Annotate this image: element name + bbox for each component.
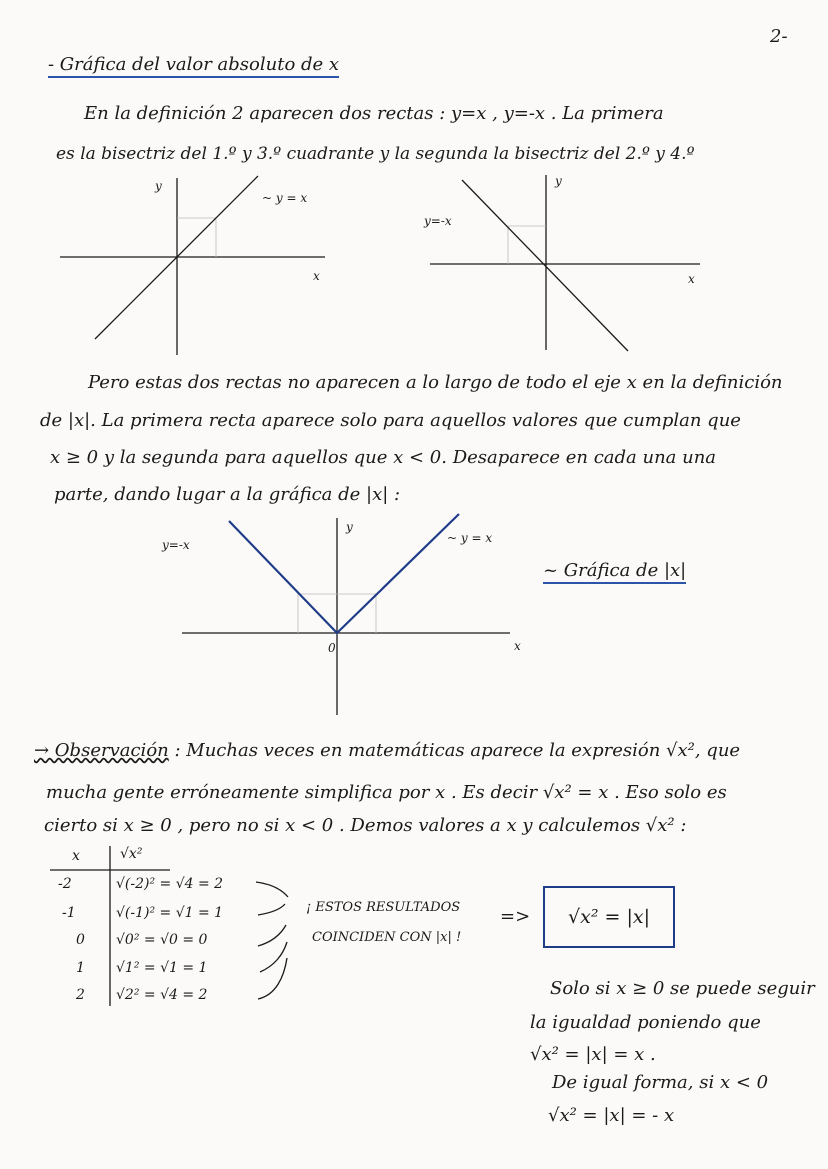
graph3-caption-text: ~ Gráfica de |x| — [543, 560, 686, 584]
table-row-4-x: 1 — [76, 960, 85, 976]
graph1-line-label: ~ y = x — [262, 191, 308, 205]
section-heading-text: - Gráfica del valor absoluto de x — [48, 54, 339, 78]
conclusion-line-1: Solo si x ≥ 0 se puede seguir — [550, 978, 815, 999]
result-note-line-1: ¡ ESTOS RESULTADOS — [306, 900, 461, 915]
paragraph2-line-4: parte, dando lugar a la gráfica de |x| : — [54, 484, 401, 505]
observation-line-2: mucha gente erróneamente simplifica por x . Es decir √x² = x . Eso solo es — [46, 782, 727, 803]
table-row-2-calc: √(-1)² = √1 = 1 — [116, 905, 224, 921]
paragraph2-line-2: de |x|. La primera recta aparece solo para aquellos valores que cumplan que — [40, 410, 741, 431]
table-row-2-x: -1 — [62, 905, 76, 921]
table-row-3-x: 0 — [76, 932, 85, 948]
graph2-y-label: y — [555, 174, 562, 188]
table-row-5-x: 2 — [76, 987, 85, 1003]
arrow-row-4 — [260, 942, 287, 972]
graph2-line-label: y=-x — [424, 214, 452, 228]
graph-y-equals-x — [60, 176, 325, 355]
paragraph2-line-1: Pero estas dos rectas no aparecen a lo largo de todo el eje x en la definición — [88, 372, 783, 393]
table-row-1-x: -2 — [58, 876, 72, 892]
page-number: 2- — [770, 26, 788, 47]
boxed-formula — [543, 886, 675, 948]
boxed-formula-text: √x² = |x| — [568, 906, 650, 928]
graph3-caption — [543, 560, 686, 581]
conclusion-line-4: De igual forma, si x < 0 — [552, 1072, 769, 1093]
table-row-1-calc: √(-2)² = √4 = 2 — [116, 876, 224, 892]
observation-line-3: cierto si x ≥ 0 , pero no si x < 0 . Demos valores a x y calculemos √x² : — [44, 815, 687, 836]
graph3-left-label: y=-x — [162, 538, 190, 552]
graph3-abs-line — [229, 514, 459, 633]
graph2-x-label: x — [688, 272, 695, 286]
conclusion-line-2: la igualdad poniendo que — [530, 1012, 761, 1033]
paragraph2-line-3: x ≥ 0 y la segunda para aquellos que x < 0. Desaparece en cada una una — [50, 447, 717, 468]
arrow-row-1 — [256, 882, 288, 897]
graph3-right-label: ~ y = x — [447, 531, 493, 545]
intro-line-1: En la definición 2 aparecen dos rectas : y=x , y=-x . La primera — [84, 103, 664, 124]
intro-line-2: es la bisectriz del 1.º y 3.º cuadrante y la segunda la bisectriz del 2.º y 4.º — [56, 144, 695, 164]
table-row-3-calc: √0² = √0 = 0 — [116, 932, 208, 948]
table-row-4-calc: √1² = √1 = 1 — [116, 960, 208, 976]
graph3-y-label: y — [346, 520, 353, 534]
graph1-y-label: y — [155, 179, 162, 193]
conclusion-line-5: √x² = |x| = - x — [548, 1105, 675, 1126]
arrow-row-3 — [258, 925, 286, 946]
table-row-5-calc: √2² = √4 = 2 — [116, 987, 208, 1003]
conclusion-line-3: √x² = |x| = x . — [530, 1044, 656, 1065]
observation-line-1-text: : Muchas veces en matemáticas aparece la expresión √x², que — [174, 740, 741, 761]
graph-y-equals-minus-x — [423, 174, 700, 351]
implies-arrow: => — [500, 906, 531, 927]
arrow-row-2 — [258, 904, 285, 915]
table-header-sqrt: √x² — [120, 846, 143, 862]
graph3-origin-label: 0 — [328, 641, 336, 655]
observation-line-1 — [34, 740, 740, 761]
graph3-x-label: x — [514, 639, 521, 653]
graph1-x-label: x — [313, 269, 320, 283]
result-note-line-2: COINCIDEN CON |x| ! — [312, 930, 462, 945]
graph2-line — [462, 180, 628, 351]
graph-absolute-value — [161, 514, 521, 715]
observation-title: → Observación — [34, 740, 169, 761]
table-header-x: x — [72, 848, 80, 864]
